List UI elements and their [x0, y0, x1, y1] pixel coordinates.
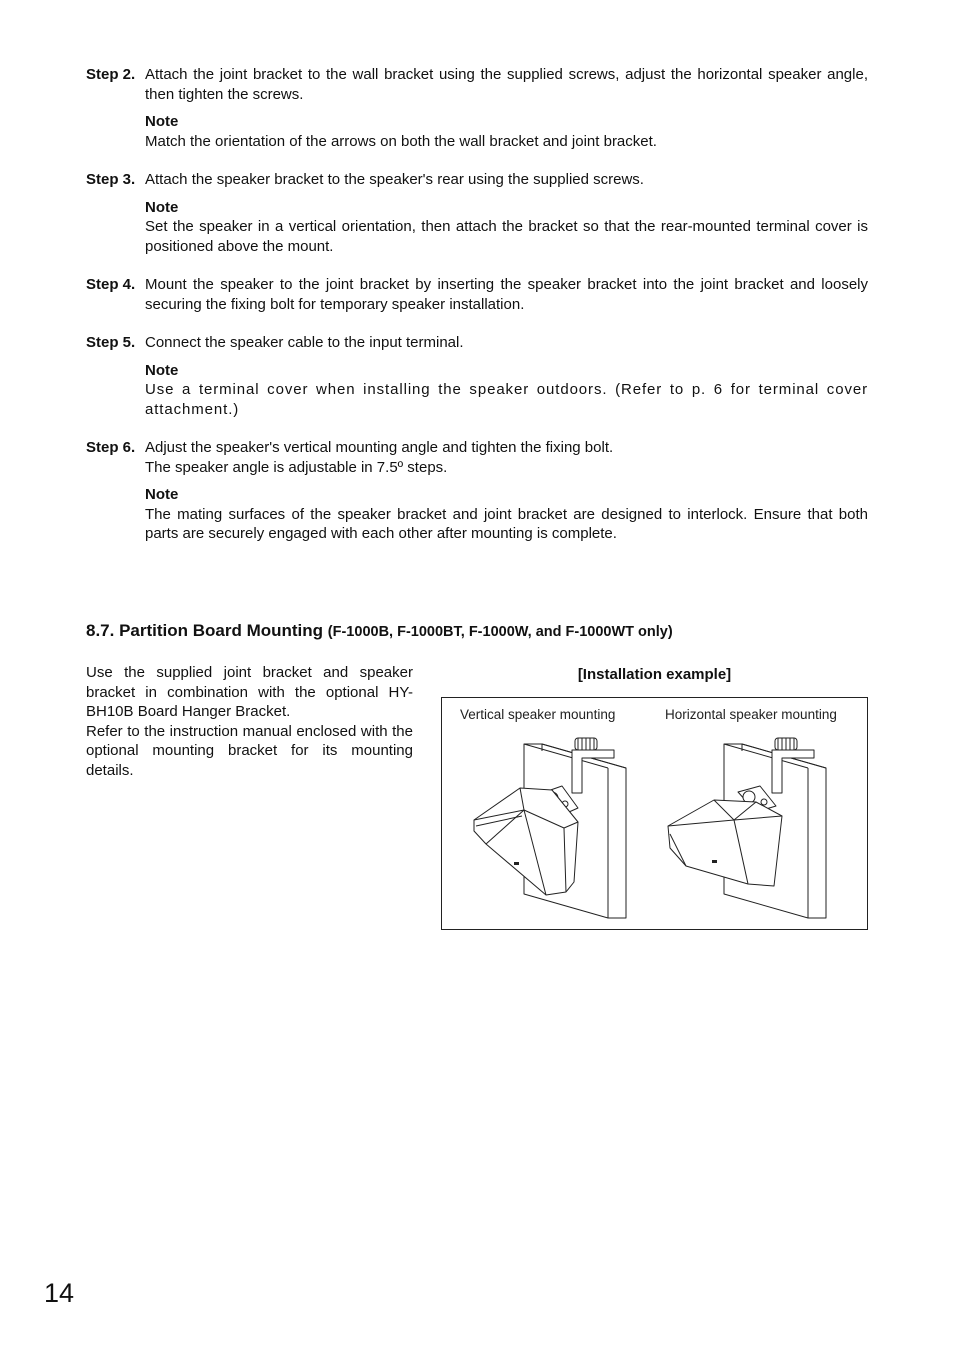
step-5 — [86, 333, 868, 419]
note-text: Set the speaker in a vertical orientation, then attach the bracket so that the rear-mounted terminal cover is positioned above the mount. — [145, 218, 868, 255]
figure-caption: [Installation example] — [577, 666, 732, 683]
horizontal-mounting-label: Horizontal speaker mounting — [665, 707, 837, 722]
note-text: The mating surfaces of the speaker bracket and joint bracket are designed to interlock. Ensure that both parts are securely engaged with each other after mounting is complete. — [145, 505, 868, 542]
vertical-mounting-label: Vertical speaker mounting — [460, 707, 616, 722]
note-title: Note — [145, 198, 179, 216]
step-2 — [86, 65, 868, 151]
speaker-horizontal — [668, 800, 782, 886]
step-3 — [86, 170, 868, 256]
section-intro — [86, 663, 413, 780]
step-text: Adjust the speaker's vertical mounting angle and tighten the fixing bolt. — [145, 439, 614, 456]
step-text: Attach the joint bracket to the wall bracket using the supplied screws, adjust the horizontal speaker angle, then tighten the screws. — [145, 66, 868, 103]
note-title: Note — [145, 113, 179, 130]
note-text: Match the orientation of the arrows on both the wall bracket and joint bracket. — [145, 132, 657, 150]
step-label: Step 3. — [86, 171, 136, 188]
note-text: Use a terminal cover when installing the speaker outdoors. (Refer to p. 6 for terminal cover attachment.) — [145, 381, 868, 418]
step-label: Step 5. — [86, 334, 136, 351]
note-title: Note — [145, 486, 179, 503]
step-label: Step 6. — [86, 439, 136, 456]
step-text: Connect the speaker cable to the input terminal. — [145, 334, 464, 351]
step-label: Step 4. — [86, 276, 136, 293]
step-label: Step 2. — [86, 66, 136, 83]
note-title: Note — [145, 361, 179, 379]
intro-paragraph: Use the supplied joint bracket and speaker bracket in combination with the optional HY-BH10B Board Hanger Bracket. — [86, 664, 413, 720]
step-text: Mount the speaker to the joint bracket by inserting the speaker bracket into the joint bracket and loosely securing the fixing bolt for temporary speaker installation. — [145, 276, 868, 313]
step-text: The speaker angle is adjustable in 7.5º steps. — [145, 458, 448, 476]
section-title: 8.7. Partition Board Mounting — [86, 621, 324, 640]
step-text: Attach the speaker bracket to the speaker's rear using the supplied screws. — [145, 171, 644, 188]
section-subtitle: (F-1000B, F-1000BT, F-1000W, and F-1000WT only) — [327, 624, 673, 640]
mounting-illustration — [442, 698, 867, 929]
page-number: 14 — [44, 1278, 75, 1308]
section-heading — [86, 621, 868, 643]
step-4 — [86, 275, 868, 314]
step-6 — [86, 438, 868, 544]
intro-paragraph: Refer to the instruction manual enclosed with the optional mounting bracket for its mounting details. — [86, 722, 413, 779]
installation-figure — [441, 697, 868, 930]
